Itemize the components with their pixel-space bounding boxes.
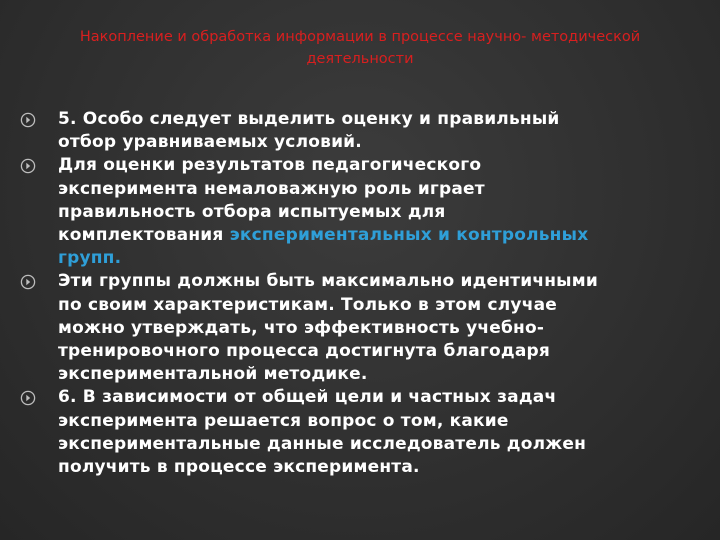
slide-title-line-2: деятельности xyxy=(306,51,414,67)
bullet-3-line-5: экспериментальной методике. xyxy=(58,364,368,385)
bullet-item-1 xyxy=(0,108,698,154)
highlight-groups: групп. xyxy=(58,248,122,269)
bullet-3-line-4: тренировочного процесса достигнута благодаря xyxy=(58,341,550,362)
circle-arrow-right-icon xyxy=(20,390,36,406)
highlight-experimental-control: экспериментальных и контрольных xyxy=(229,225,589,246)
circle-arrow-right-icon xyxy=(20,112,36,128)
bullet-3-line-1: Эти группы должны быть максимально идентичными xyxy=(58,271,598,292)
bullet-item-4 xyxy=(0,386,698,479)
bullet-2-line-3: правильность отбора испытуемых для xyxy=(58,201,446,222)
bullet-3-line-2: по своим характеристикам. Только в этом случае xyxy=(58,294,557,315)
bullet-4-line-4: получить в процессе эксперимента. xyxy=(58,457,420,478)
bullet-4-line-2: эксперимента решается вопрос о том, какие xyxy=(58,410,509,431)
bullet-4-line-1: 6. В зависимости от общей цели и частных задач xyxy=(58,387,557,408)
circle-arrow-right-icon xyxy=(20,158,36,174)
bullet-4-line-3: экспериментальные данные исследователь должен xyxy=(58,433,587,454)
bullet-2-line-4-text: комплектования xyxy=(58,225,230,246)
bullet-1-line-1: 5. Особо следует выделить оценку и правильный xyxy=(58,109,560,129)
bullet-list xyxy=(0,108,720,479)
bullet-1-line-2: отбор уравниваемых условий. xyxy=(58,132,362,153)
bullet-2-line-1: Для оценки результатов педагогического xyxy=(58,155,482,176)
slide-title xyxy=(30,26,690,70)
circle-arrow-right-icon xyxy=(20,274,36,290)
bullet-item-3 xyxy=(0,270,698,386)
bullet-item-2 xyxy=(0,154,698,270)
bullet-3-line-3: можно утверждать, что эффективность учебно- xyxy=(58,317,545,338)
slide-title-line-1: Накопление и обработка информации в процессе научно- методической xyxy=(79,29,641,45)
bullet-2-line-2: эксперимента немаловажную роль играет xyxy=(58,178,485,199)
bullet-2-line-4 xyxy=(58,224,698,247)
